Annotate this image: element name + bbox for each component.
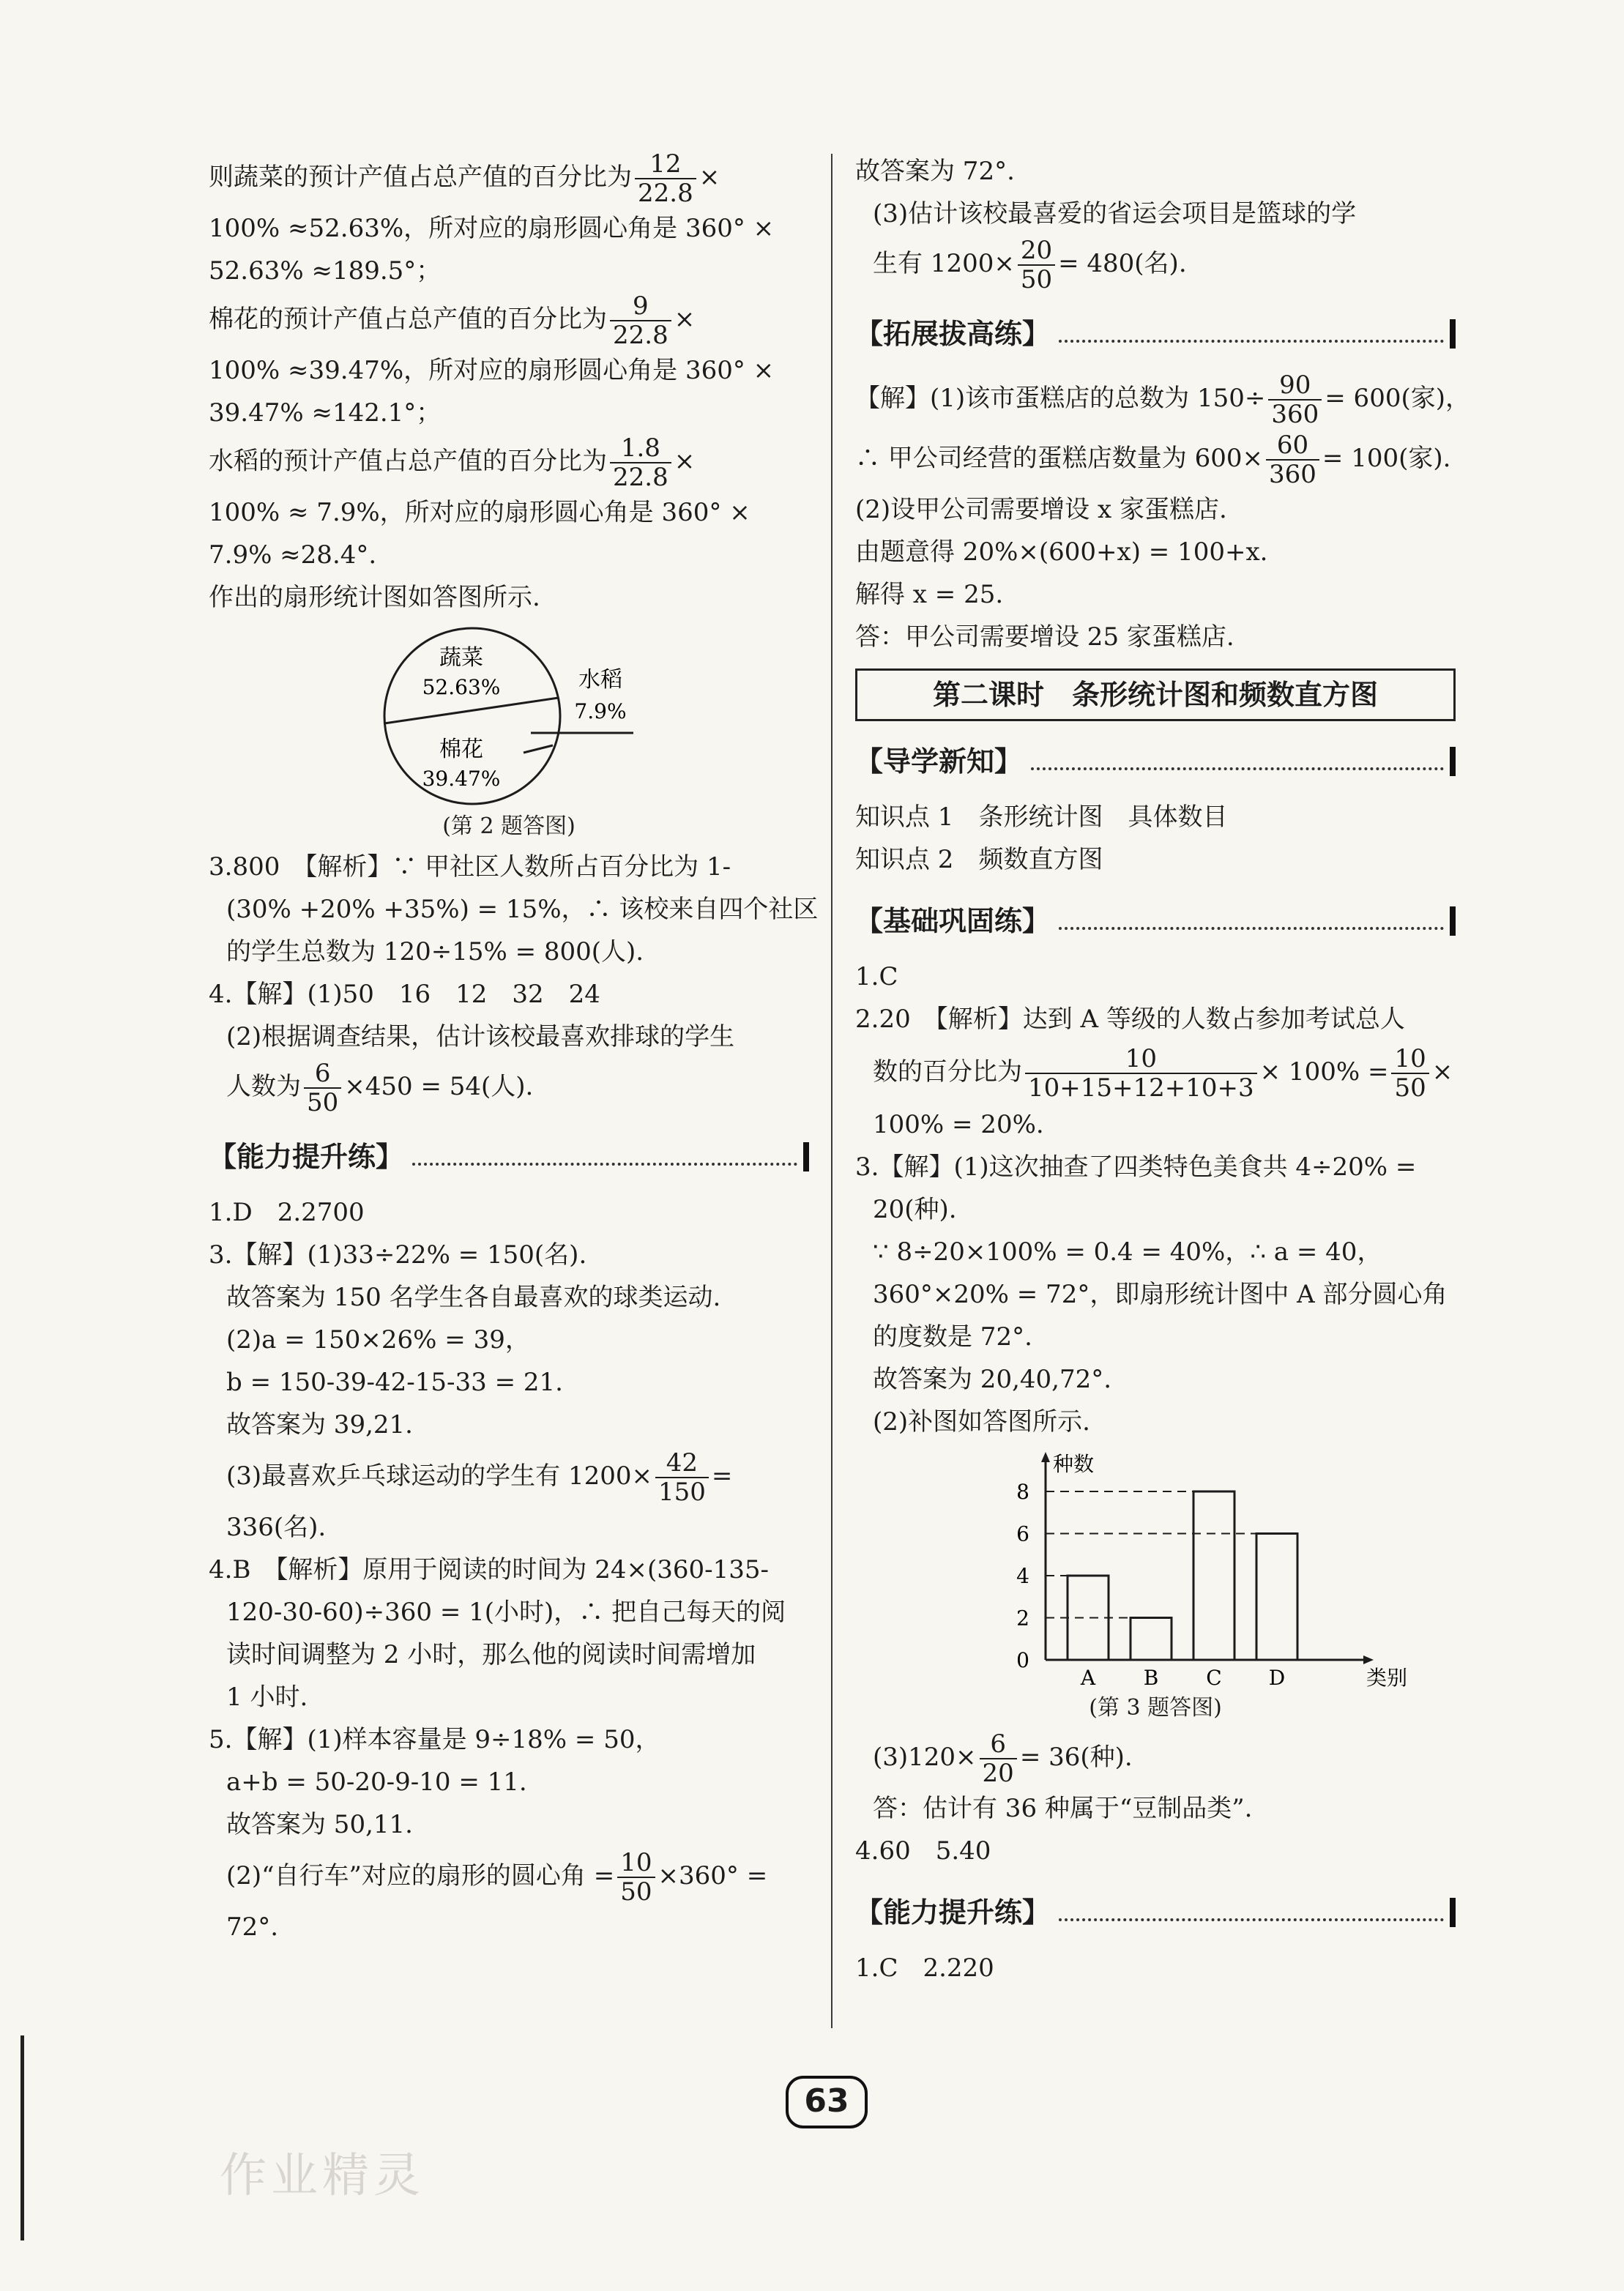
text-line: 100% = 20%. (873, 1110, 1044, 1139)
left-column (209, 149, 819, 1948)
text-line: 4.60 5.40 (855, 1836, 991, 1866)
text-line: 知识点 2 频数直方图 (855, 845, 1103, 874)
text-line: (3)估计该校最喜爱的省运会项目是篮球的学 (873, 199, 1357, 228)
y-axis-label: 种数 (1053, 1452, 1095, 1476)
text-line: 1.C 2.220 (855, 1953, 994, 1983)
pie-label-vegetable: 蔬菜 (439, 645, 483, 671)
text-line: 4.B 【解析】原用于阅读的时间为 24×(360-135- (209, 1555, 770, 1584)
text-line: 100% ≈39.47%，所对应的扇形圆心角是 360° × (209, 356, 775, 385)
y-axis-arrow (1041, 1452, 1050, 1462)
fraction: $\frac{20}{50}$ (1018, 236, 1055, 294)
bar-C (1193, 1491, 1234, 1660)
fraction: $\frac{10}{50}$ (617, 1849, 655, 1906)
text-line: (2)设甲公司需要增设 x 家蛋糕店. (855, 495, 1227, 524)
text-line: 的度数是 72°. (873, 1322, 1032, 1352)
text-line: 棉花的预计产值占总产值的百分比为 $\frac{9}{22.8}$ × (209, 291, 696, 350)
fraction: $\frac{90}{360}$ (1268, 371, 1322, 428)
pie-chart (209, 625, 809, 808)
right-column (855, 150, 1470, 1989)
page-number: 63 (786, 2076, 868, 2128)
text-line: 读时间调整为 2 小时，那么他的阅读时间需增加 (226, 1640, 756, 1669)
x-tick-label: D (1268, 1666, 1286, 1689)
text-line: 知识点 1 条形统计图 具体数目 (855, 802, 1228, 832)
text-line: 3.800 【解析】∵ 甲社区人数所占百分比为 1- (209, 852, 731, 882)
pie-value-cotton: 39.47% (422, 767, 501, 791)
pie-value-rice: 7.9% (574, 699, 627, 723)
text-line: 解得 x = 25. (855, 580, 1004, 609)
text-line: 故答案为 50,11. (226, 1810, 413, 1839)
text-line: a+b = 50-20-9-10 = 11. (226, 1767, 527, 1797)
fraction: $\frac{42}{150}$ (655, 1449, 709, 1506)
pie-divider-2 (524, 745, 553, 753)
text-line: 故答案为 72°. (855, 157, 1015, 186)
bar-chart-caption: (第 3 题答图) (1089, 1695, 1222, 1721)
x-axis-arrow (1363, 1655, 1374, 1664)
text-line: 1.C (855, 962, 898, 991)
text-line: 360°×20% = 72°，即扇形统计图中 A 部分圆心角 (873, 1280, 1448, 1309)
bar-A (1068, 1576, 1109, 1660)
text-line: 1.D 2.2700 (209, 1198, 365, 1227)
text-line: (3)最喜欢乒乓球运动的学生有 1200× $\frac{42}{150}$ = (226, 1448, 733, 1507)
text-line: 52.63% ≈189.5°； (209, 256, 442, 286)
x-tick-label: A (1080, 1666, 1096, 1689)
y-tick-label: 0 (1016, 1648, 1029, 1672)
fraction: $\frac{10}{50}$ (1391, 1045, 1429, 1102)
text-line: (2)a = 150×26% = 39， (226, 1325, 530, 1355)
text-line: (2)“自行车”对应的扇形的圆心角 = $\frac{10}{50}$ ×360° = (226, 1848, 768, 1907)
text-line: 100% ≈52.63%，所对应的扇形圆心角是 360° × (209, 214, 775, 243)
fraction: $\frac{60}{360}$ (1266, 431, 1319, 488)
text-line: 2.20 【解析】达到 A 等级的人数占参加考试总人 (855, 1005, 1405, 1034)
text-line: 故答案为 20,40,72°. (873, 1365, 1112, 1394)
text-line: 7.9% ≈28.4°. (209, 540, 377, 570)
text-line: (30% +20% +35%) = 15%，∴ 该校来自四个社区 (226, 895, 819, 924)
section-heading-extension: 【拓展拔高练】 (855, 307, 1456, 361)
bar-chart (855, 1448, 1456, 1689)
fraction: $\frac{6}{20}$ (980, 1730, 1017, 1787)
bar-D (1256, 1534, 1297, 1661)
text-line: 答：甲公司需要增设 25 家蛋糕店. (855, 622, 1234, 652)
text-line: 4.【解】(1)50 16 12 32 24 (209, 980, 600, 1009)
column-divider (831, 154, 833, 2028)
text-line: 1 小时. (226, 1683, 308, 1712)
text-line: (3)120× $\frac{6}{20}$ = 36(种). (873, 1729, 1133, 1788)
text-line: 100% ≈ 7.9%，所对应的扇形圆心角是 360° × (209, 498, 750, 527)
text-line: 72°. (226, 1912, 279, 1942)
pie-caption: (第 2 题答图) (442, 813, 576, 839)
fraction: $\frac{10}{10+15+12+10+3}$ (1025, 1045, 1257, 1102)
y-tick-label: 6 (1016, 1521, 1029, 1546)
pie-divider-1 (384, 698, 559, 723)
watermark-text: 作业精灵 (220, 2149, 425, 2203)
text-line: 的学生总数为 120÷15% = 800(人). (226, 937, 644, 966)
fraction: $\frac{9}{22.8}$ (610, 292, 671, 349)
text-line: 生有 1200× $\frac{20}{50}$ = 480(名). (873, 236, 1187, 294)
pie-value-vegetable: 52.63% (422, 675, 501, 699)
y-tick-label: 2 (1016, 1606, 1029, 1631)
text-line: 则蔬菜的预计产值占总产值的百分比为 $\frac{12}{22.8}$ × (209, 149, 720, 208)
text-line: 5.【解】(1)样本容量是 9÷18% = 50， (209, 1725, 660, 1754)
text-line: 20(种). (873, 1195, 957, 1224)
text-line: b = 150-39-42-15-33 = 21. (226, 1368, 563, 1397)
text-line: (2)补图如答图所示. (873, 1407, 1090, 1437)
text-line: ∴ 甲公司经营的蛋糕店数量为 600× $\frac{60}{360}$ = 100(家). (855, 431, 1451, 489)
fraction: $\frac{1.8}{22.8}$ (610, 434, 671, 491)
text-line: 水稻的预计产值占总产值的百分比为 $\frac{1.8}{22.8}$ × (209, 433, 696, 492)
text-line: 3.【解】(1)这次抽查了四类特色美食共 4÷20% = (855, 1152, 1417, 1182)
text-line: 答：估计有 36 种属于“豆制品类”. (873, 1794, 1253, 1823)
text-line: 数的百分比为 $\frac{10}{10+15+12+10+3}$ × 100% = $\frac{10}{50}$ × (873, 1044, 1453, 1103)
binding-mark (21, 2035, 24, 2240)
section-heading-ability: 【能力提升练】 (209, 1130, 809, 1184)
section-heading-ability-2: 【能力提升练】 (855, 1885, 1456, 1940)
text-line: 人数为 $\frac{6}{50}$ ×450 = 54(人). (226, 1059, 534, 1117)
text-line: 120-30-60)÷360 = 1(小时)，∴ 把自己每天的阅 (226, 1598, 786, 1627)
pie-label-cotton: 棉花 (439, 737, 483, 762)
text-line: 由题意得 20%×(600+x) = 100+x. (855, 537, 1268, 567)
text-line: 作出的扇形统计图如答图所示. (209, 583, 540, 612)
x-tick-label: C (1206, 1666, 1222, 1689)
text-line: 故答案为 39,21. (226, 1410, 413, 1439)
fraction: $\frac{6}{50}$ (304, 1059, 341, 1117)
x-axis-label: 类别 (1366, 1666, 1408, 1689)
text-line: 【解】(1)该市蛋糕店的总数为 150÷ $\frac{90}{360}$ = 600(家)， (855, 370, 1470, 429)
section-heading-basic: 【基础巩固练】 (855, 894, 1456, 948)
text-line: (2)根据调查结果，估计该校最喜欢排球的学生 (226, 1022, 735, 1051)
y-tick-label: 4 (1016, 1564, 1029, 1588)
bar-B (1131, 1618, 1172, 1661)
text-line: ∵ 8÷20×100% = 0.4 = 40%，∴ a = 40， (873, 1237, 1382, 1267)
section-heading-guide: 【导学新知】 (855, 734, 1456, 789)
text-line: 3.【解】(1)33÷22% = 150(名). (209, 1240, 587, 1270)
text-line: 336(名). (226, 1513, 327, 1542)
text-line: 39.47% ≈142.1°； (209, 398, 442, 428)
fraction: $\frac{12}{22.8}$ (635, 150, 696, 207)
lesson-title-box: 第二课时 条形统计图和频数直方图 (855, 668, 1456, 721)
y-tick-label: 8 (1016, 1480, 1029, 1504)
text-line: 故答案为 150 名学生各自最喜欢的球类运动. (226, 1283, 721, 1312)
x-tick-label: B (1143, 1666, 1159, 1689)
pie-label-rice: 水稻 (578, 667, 622, 693)
